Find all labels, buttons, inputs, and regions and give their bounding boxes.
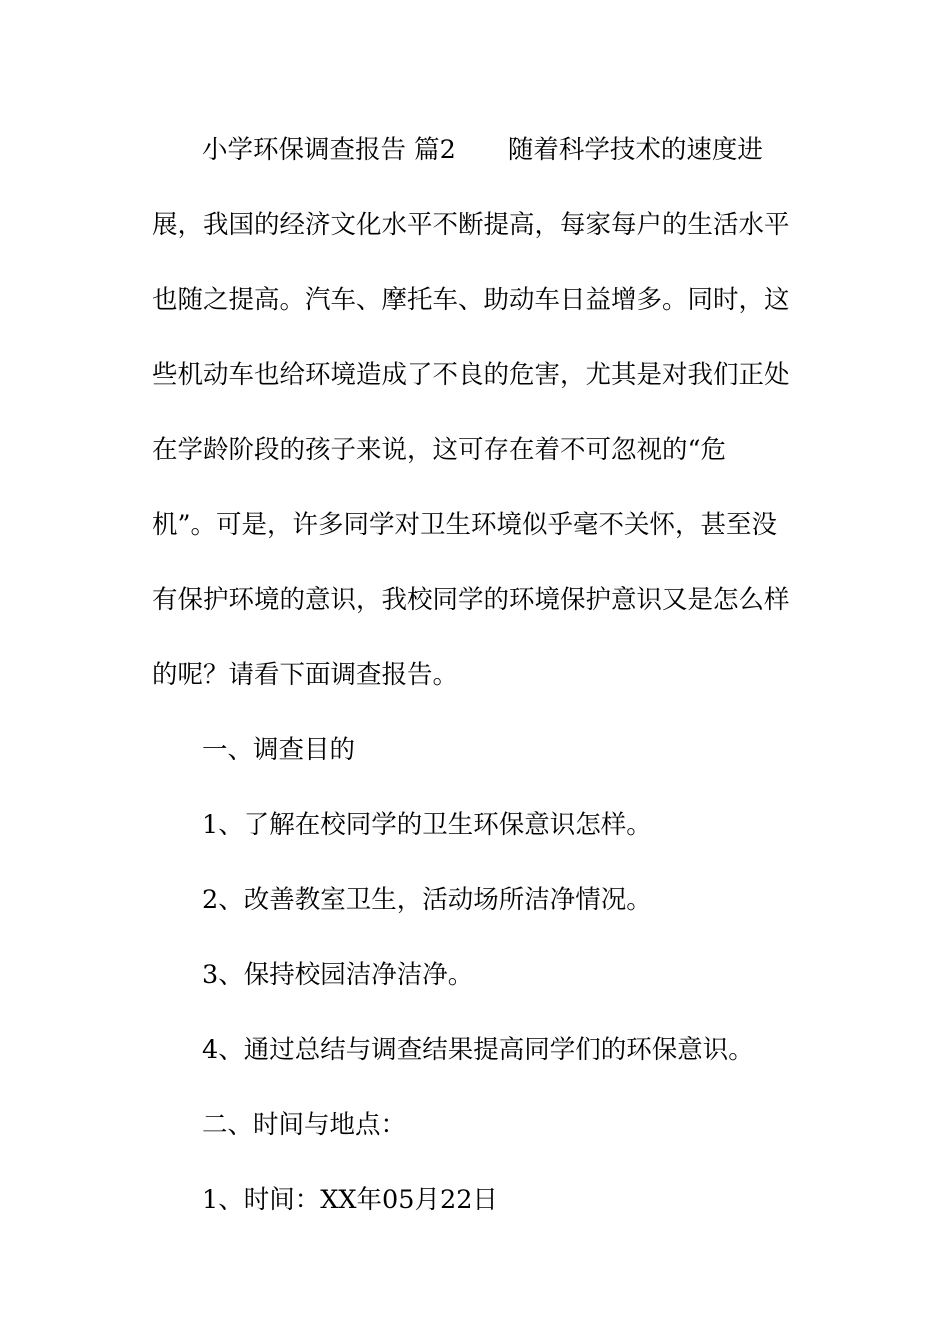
list-item: 3、保持校园洁净洁净。 xyxy=(202,960,474,990)
list-item: 1、了解在校同学的卫生环保意识怎样。 xyxy=(202,810,652,840)
paragraph-line: 展，我国的经济文化水平不断提高，每家每户的生活水平 xyxy=(152,210,790,240)
paragraph-line: 有保护环境的意识，我校同学的环境保护意识又是怎么样 xyxy=(152,585,790,615)
list-item: 2、改善教室卫生，活动场所洁净情况。 xyxy=(202,885,652,915)
paragraph-line: 些机动车也给环境造成了不良的危害，尤其是对我们正处 xyxy=(152,360,790,390)
paragraph-line: 机”。可是，许多同学对卫生环境似乎毫不关怀，甚至没 xyxy=(152,510,778,540)
section-heading: 二、时间与地点： xyxy=(202,1110,407,1140)
list-item: 4、通过总结与调查结果提高同学们的环保意识。 xyxy=(202,1035,754,1065)
paragraph-line: 也随之提高。汽车、摩托车、助动车日益增多。同时，这 xyxy=(152,285,790,315)
paragraph-text: 随着科学技术的速度进 xyxy=(507,135,763,165)
paragraph-line: 的呢？请看下面调查报告。 xyxy=(152,660,459,690)
section-heading: 一、调查目的 xyxy=(202,735,356,765)
title-line xyxy=(202,134,862,166)
document-title: 小学环保调查报告 篇2 xyxy=(202,135,456,165)
list-item: 1、时间：XX年05月22日 xyxy=(202,1185,498,1215)
paragraph-line: 在学龄阶段的孩子来说，这可存在着不可忽视的“危 xyxy=(152,435,727,465)
